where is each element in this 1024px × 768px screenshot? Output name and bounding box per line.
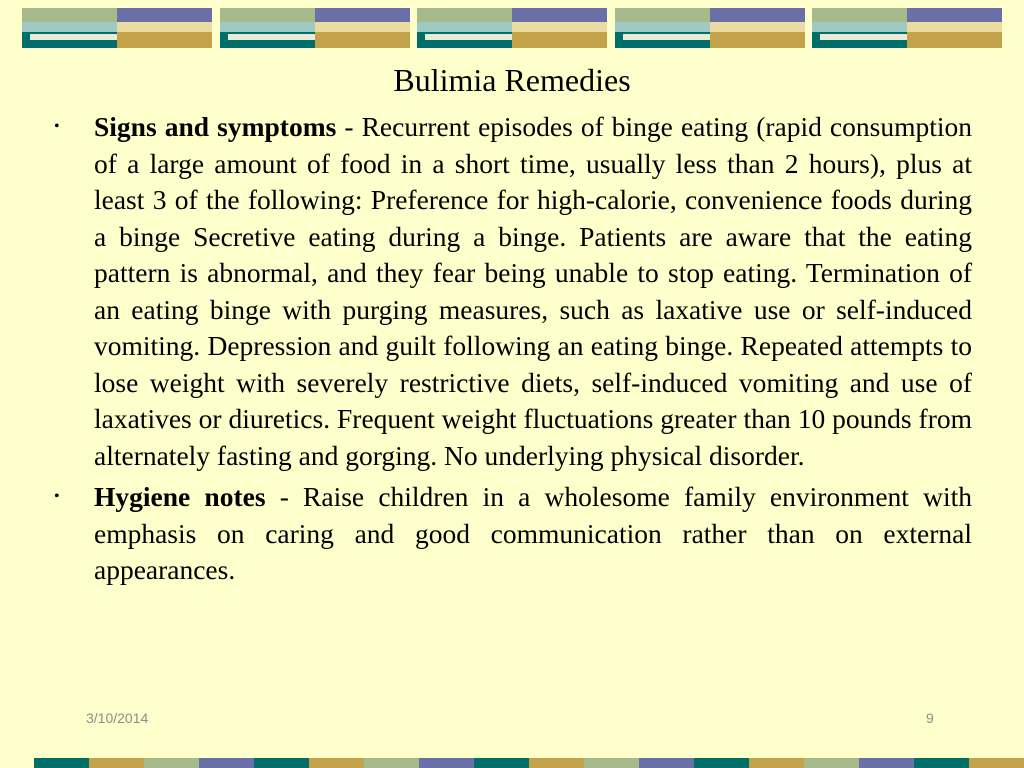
top-decorative-band	[22, 8, 1002, 48]
slide-title: Bulimia Remedies	[393, 62, 631, 98]
bullet-item-hygiene	[52, 479, 972, 589]
bullet-heading: Hygiene notes	[94, 481, 266, 512]
bullet-text: Recurrent episodes of binge eating (rapid consumption of a large amount of food in a short time, usually less than 2 hours), plus at least 3 of the following: Preference for high-calorie, convenience foods during a binge Secretive eating during a binge. Patients are aware that the eating pattern is abnormal, and they fear being unable to stop eating. Termination of an eating binge with purging measures, such as laxative use or self-induced vomiting. Depression and guilt following an eating binge. Repeated attempts to lose weight with severely restrictive diets, self-induced vomiting and use of laxatives or diuretics. Frequent weight fluctuations greater than 10 pounds from alternately fasting and gorging. No underlying physical disorder.	[94, 111, 972, 471]
footer-page-number: 9	[926, 710, 934, 726]
band-tile	[22, 8, 212, 48]
bullet-item-signs	[52, 109, 972, 474]
bullet-separator: -	[336, 111, 362, 142]
bullet-icon: •	[54, 118, 60, 135]
bottom-decorative-band	[34, 758, 1024, 768]
band-tile	[220, 8, 410, 48]
band-tile	[615, 8, 805, 48]
bullet-separator: -	[265, 481, 304, 512]
bullet-paragraph	[94, 479, 972, 589]
bullet-text: Raise children in a wholesome family environment with emphasis on caring and good communication rather than on external appearances.	[94, 481, 972, 585]
footer-date: 3/10/2014	[86, 710, 149, 726]
bullet-heading: Signs and symptoms	[94, 111, 337, 142]
bullet-icon: •	[54, 488, 60, 505]
slide-content	[52, 109, 972, 589]
bullet-paragraph	[94, 109, 972, 474]
band-tile	[417, 8, 607, 48]
band-tile	[812, 8, 1002, 48]
